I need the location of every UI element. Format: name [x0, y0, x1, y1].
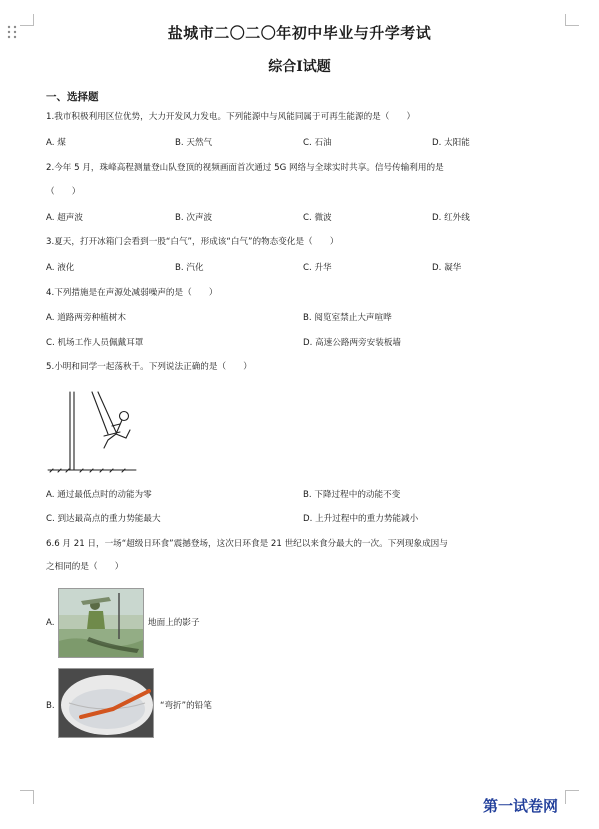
question-1-option-d: D. 太阳能	[432, 138, 470, 148]
swing-illustration	[46, 390, 138, 474]
question-2-option-d: D. 红外线	[432, 213, 470, 223]
site-watermark: 第一试卷网	[483, 797, 559, 815]
question-4-option-d: D. 高速公路两旁安装板墙	[303, 338, 402, 348]
question-6-option-a: A.	[46, 618, 55, 628]
question-4-option-b: B. 阅览室禁止大声喧哗	[303, 313, 392, 323]
question-2-stem: 2.今年 5 月，珠峰高程测量登山队登顶的视频画面首次通过 5G 网络与全球实时共享。信号传输利用的是	[46, 163, 444, 173]
question-4-option-a: A. 道路两旁种植树木	[46, 313, 126, 323]
question-6-caption-b: “弯折”的铅笔	[160, 701, 212, 711]
question-2-option-a: A. 超声波	[46, 213, 83, 223]
question-4-stem: 4.下列措施是在声源处减弱噪声的是（ ）	[46, 288, 218, 298]
crop-mark-bottom-right	[565, 790, 579, 804]
exam-subtitle: 综合Ⅰ试题	[268, 59, 331, 75]
bent-pencil-photo	[58, 668, 154, 738]
question-1-option-a: A. 煤	[46, 138, 66, 148]
shadow-photo	[58, 588, 144, 658]
question-2-option-b: B. 次声波	[175, 213, 213, 223]
question-3-option-a: A. 液化	[46, 263, 75, 273]
crop-mark-bottom-left	[20, 790, 34, 804]
question-6-stem-cont: 之相同的是（ ）	[46, 562, 124, 572]
question-5-stem: 5.小明和同学一起荡秋千。下列说法正确的是（ ）	[46, 362, 252, 372]
question-5-option-b: B. 下降过程中的动能不变	[303, 490, 401, 500]
question-2-stem-cont: （ ）	[46, 187, 81, 197]
question-1-option-c: C. 石油	[303, 138, 332, 148]
exam-title: 盐城市二〇二〇年初中毕业与升学考试	[167, 24, 432, 42]
question-2-option-c: C. 微波	[303, 213, 332, 223]
question-5-option-d: D. 上升过程中的重力势能减小	[303, 514, 419, 524]
question-3-stem: 3.夏天，打开冰箱门会看到一股“白气”，形成该“白气”的物态变化是（ ）	[46, 237, 339, 247]
question-5-option-a: A. 通过最低点时的动能为零	[46, 490, 152, 500]
question-4-option-c: C. 机场工作人员佩戴耳罩	[46, 338, 144, 348]
question-1-stem: 1.我市积极利用区位优势，大力开发风力发电。下列能源中与风能同属于可再生能源的是（ ）	[46, 112, 416, 122]
section-heading: 一、选择题	[46, 91, 99, 103]
question-6-option-b: B.	[46, 701, 55, 711]
question-3-option-d: D. 凝华	[432, 263, 462, 273]
question-1-option-b: B. 天然气	[175, 138, 213, 148]
question-3-option-c: C. 升华	[303, 263, 332, 273]
question-6-stem: 6.6 月 21 日，一场“超级日环食”震撼登场，这次日环食是 21 世纪以来食分最大的一次。下列现象成因与	[46, 539, 448, 549]
question-3-option-b: B. 汽化	[175, 263, 204, 273]
question-6-caption-a: 地面上的影子	[148, 618, 200, 628]
question-5-option-c: C. 到达最高点的重力势能最大	[46, 514, 161, 524]
